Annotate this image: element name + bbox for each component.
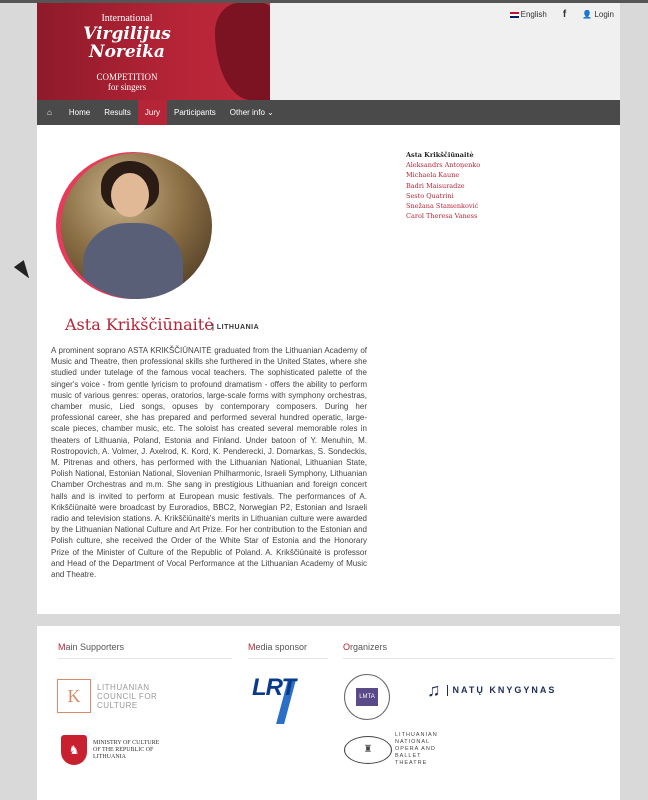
heading-initial: M xyxy=(248,642,256,652)
media-sponsor-heading xyxy=(248,642,328,659)
jury-list xyxy=(406,150,480,221)
logo-line3b: for singers xyxy=(107,82,147,92)
language-switch[interactable] xyxy=(510,10,547,19)
competition-logo[interactable] xyxy=(37,3,270,100)
user-icon: 👤 xyxy=(582,10,593,19)
council-text: LITHUANIAN COUNCIL FOR CULTURE xyxy=(97,682,158,710)
heading-rest: ain Supporters xyxy=(65,642,125,652)
heading-initial: O xyxy=(343,642,351,652)
language-label: English xyxy=(520,10,547,19)
site-header xyxy=(37,3,620,100)
home-icon[interactable]: ⌂ xyxy=(47,108,52,117)
council-k-icon: K xyxy=(57,679,91,713)
opera-theatre-logo[interactable] xyxy=(344,732,455,767)
portrait-face xyxy=(111,173,149,217)
facebook-icon[interactable]: f xyxy=(562,9,567,20)
opera-emblem-icon: ♜ xyxy=(344,736,392,764)
jury-name: Asta Krikščiūnaitė xyxy=(65,315,214,334)
login-label: Login xyxy=(594,10,614,19)
logo-line1: International xyxy=(101,13,153,24)
jury-country: | LITHUANIA xyxy=(212,324,260,331)
jury-list-item[interactable]: Sesto Quatrini xyxy=(406,191,454,200)
logo-line3 xyxy=(37,72,217,92)
ministry-of-culture-logo[interactable] xyxy=(61,735,163,765)
organizers-heading xyxy=(343,642,614,659)
logo-line2 xyxy=(37,25,217,61)
main-supporters-heading xyxy=(58,642,232,659)
opera-text: LITHUANIAN NATIONAL OPERA AND BALLET THEATRE xyxy=(395,732,438,766)
jury-list-item[interactable]: Carol Theresa Vaness xyxy=(406,212,478,221)
uk-flag-icon xyxy=(510,12,519,18)
silhouette-graphic xyxy=(215,3,270,100)
main-nav xyxy=(37,100,620,125)
top-links xyxy=(510,9,614,20)
jury-list-item[interactable]: Michaela Kaune xyxy=(406,171,460,180)
nav-jury[interactable]: Jury xyxy=(138,100,167,125)
natu-text: NATŲ KNYGYNAS xyxy=(447,685,557,696)
natu-knygynas-logo[interactable] xyxy=(427,680,556,701)
jury-list-item[interactable]: Aleksandrs Antoņenko xyxy=(406,161,481,170)
jury-list-item[interactable]: Badri Maisuradze xyxy=(406,181,465,190)
jury-list-current[interactable]: Asta Krikščiūnaitė xyxy=(406,151,474,159)
lmta-logo[interactable] xyxy=(344,674,390,720)
heading-initial: M xyxy=(58,642,66,652)
music-notes-icon: ♫ xyxy=(427,680,441,700)
login-link[interactable] xyxy=(582,10,614,19)
heading-rest: rganizers xyxy=(350,642,388,652)
logo-line2b: Noreika xyxy=(89,42,165,62)
council-for-culture-logo[interactable] xyxy=(57,679,167,713)
jury-bio: A prominent soprano ASTA KRIKŠČIŪNAITĖ graduated from the Lithuanian Academy of Music and Theatre, then professional skills she furthered in the United States, where she studied under tutelage of the famous vocal teachers. The sophisticated palette of the singer's voice - from gentle lyricism to profound dramatism - offers the ability to perform music of various genres: operas, oratorios, large-scale forms with symphony orchestras, chamber music, Lied songs, opuses by contemporary composers. During her professional career, she has prepared and performed several hundred operatic, large-scale pieces, chamber music, etc. The soloist has created several memorable roles in theaters of Lithuania, Poland, Estonia and Finland. Under batoon of Y. Menuhin, M. Rostropovich, A. Volmer, J. Axelrod, K. Kord, K. Penderecki, J. Domarkas, S. Sondeckis, M. Pitrenas and others, has performed with the Lithuanian National, Lithuanian State, Polish National, Estonian National, Slovenian Philharmonic, Israeli Symphony, Lithuanian Chamber Orchestras and m.m. She sang in prestigious Lithuanian and foreign concert halls and is invited to perform at European music festivals. The performances of A. Krikščiūnaitė were broadcast by Euroradios, BBC2, Norwegian P2, Estonian and Israeli radio and television stations. A. Krikščiūnaitė's merits in Lithuanian culture were awarded by the Lithuanian National Culture and Art Prize. For her contribution to the Estonian and Polish culture, she received the Order of the White Star of Estonia and the Honorary Prize of the Minister of Culture of the Republic of Poland. A. Krikščiūnaitė is professor and Head of the Department of Vocal Performance at the Lithuanian Academy of Music and Theatre. xyxy=(51,346,367,580)
logo-line3a: COMPETITION xyxy=(96,72,158,82)
portrait-photo xyxy=(61,153,212,299)
nav-other-info[interactable]: Other info ⌄ xyxy=(229,108,274,117)
heading-rest: edia sponsor xyxy=(255,642,308,652)
sponsors-footer xyxy=(37,626,620,800)
nav-results[interactable]: Results xyxy=(104,108,131,117)
ministry-text: MINISTRY OF CULTURE OF THE REPUBLIC OF LITHUANIA xyxy=(93,739,160,760)
nav-home[interactable]: Home xyxy=(68,108,91,117)
main-content xyxy=(37,125,620,614)
lrt-logo[interactable]: LRT xyxy=(252,674,296,701)
mouse-cursor-icon xyxy=(14,260,34,282)
nav-participants[interactable]: Participants xyxy=(174,108,216,117)
lmta-text: LMTA xyxy=(356,688,378,706)
portrait-dress xyxy=(83,223,183,299)
logo-line2a: Virgilijus xyxy=(83,24,171,44)
jury-list-item[interactable]: Snežana Stamenković xyxy=(406,202,479,211)
coat-of-arms-icon: ♞ xyxy=(61,735,87,765)
